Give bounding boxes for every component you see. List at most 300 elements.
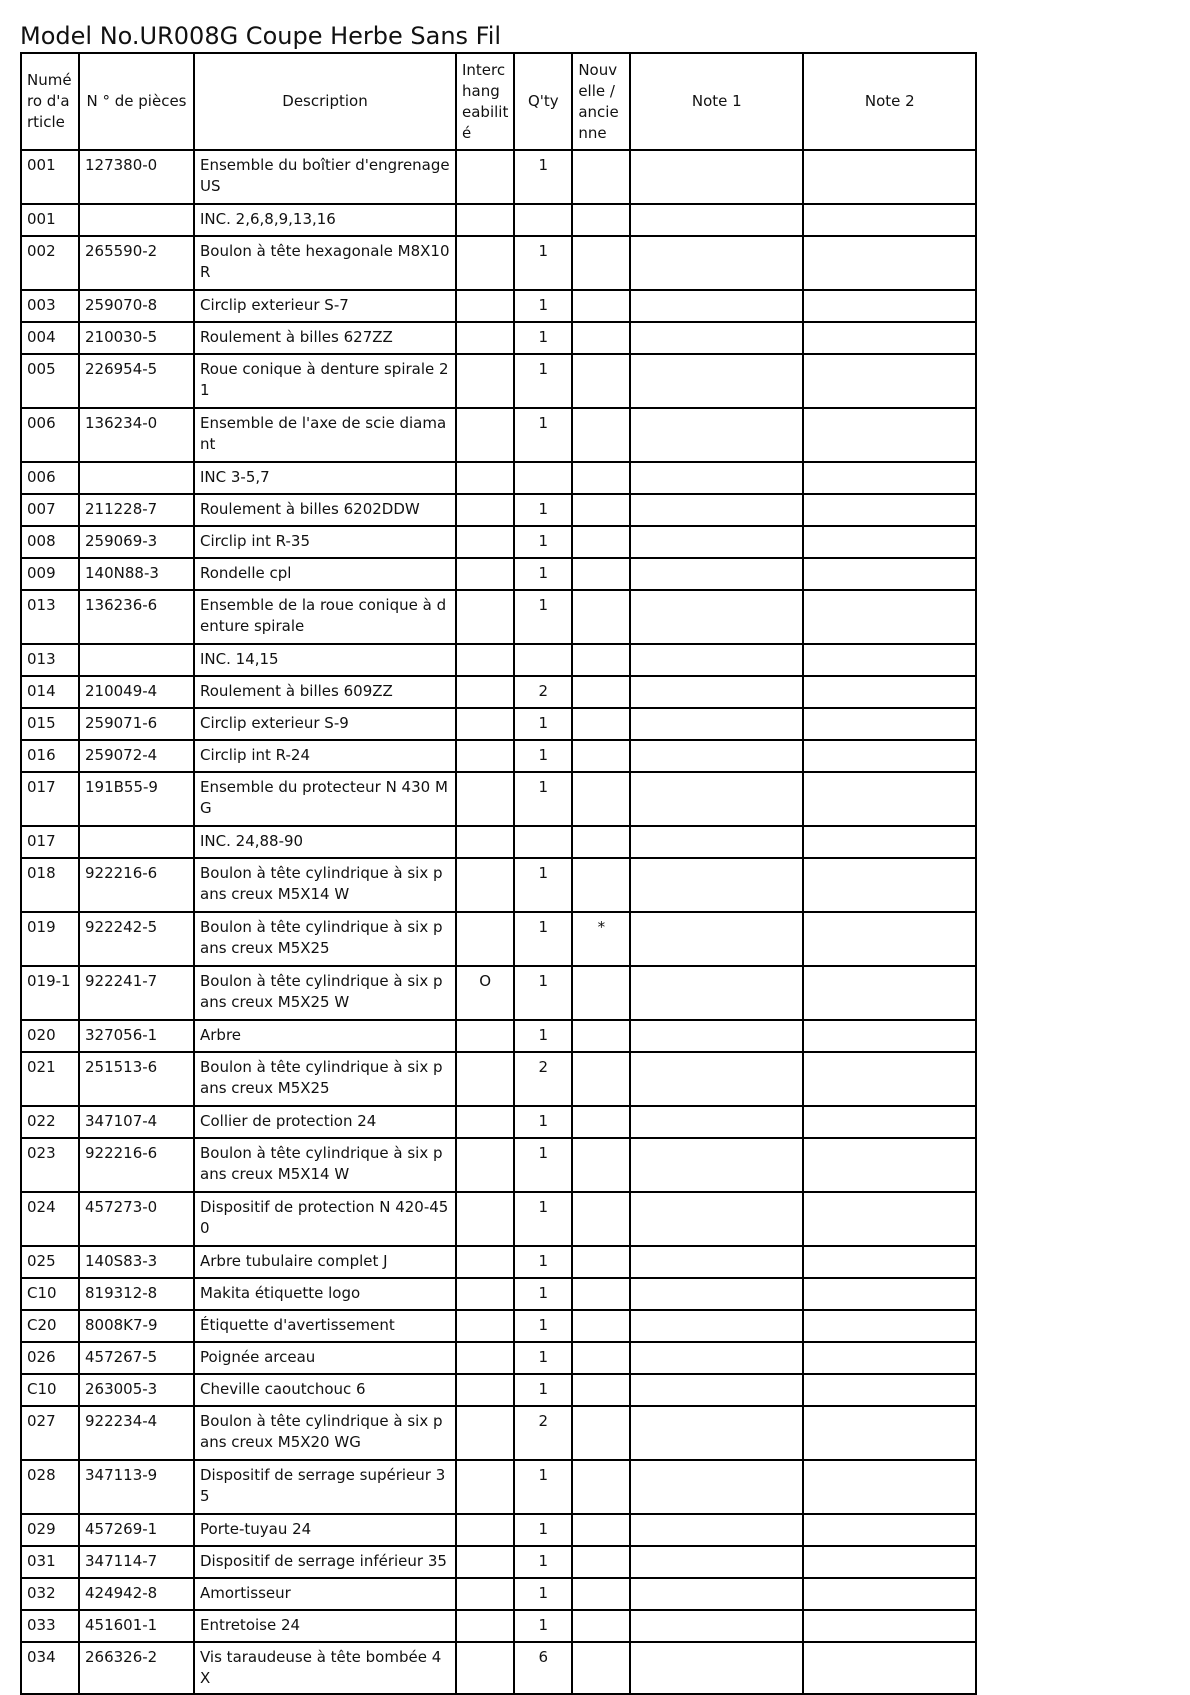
cell-description: Vis taraudeuse à tête bombée 4X (194, 1642, 456, 1694)
cell-note-2 (803, 1138, 976, 1192)
cell-description: Circlip exterieur S-9 (194, 708, 456, 740)
cell-item-number: 023 (21, 1138, 79, 1192)
cell-quantity: 1 (514, 236, 572, 290)
header-new-old: Nouv elle / ancie nne (572, 53, 630, 150)
table-row (21, 1020, 976, 1052)
cell-item-number: 022 (21, 1106, 79, 1138)
cell-interchangeability (456, 1514, 514, 1546)
cell-new-old (572, 1374, 630, 1406)
cell-note-2 (803, 1342, 976, 1374)
cell-interchangeability (456, 1138, 514, 1192)
cell-description: Cheville caoutchouc 6 (194, 1374, 456, 1406)
cell-note-2 (803, 1546, 976, 1578)
cell-part-number: 263005-3 (79, 1374, 194, 1406)
table-row (21, 1310, 976, 1342)
cell-new-old (572, 1310, 630, 1342)
cell-item-number: 015 (21, 708, 79, 740)
cell-interchangeability: O (456, 966, 514, 1020)
cell-quantity: 1 (514, 322, 572, 354)
cell-part-number: 259072-4 (79, 740, 194, 772)
cell-description: Circlip exterieur S-7 (194, 290, 456, 322)
cell-quantity: 2 (514, 1406, 572, 1460)
cell-quantity: 1 (514, 408, 572, 462)
cell-note-2 (803, 1578, 976, 1610)
header-note-1: Note 1 (630, 53, 803, 150)
cell-new-old (572, 1460, 630, 1514)
cell-note-2 (803, 1374, 976, 1406)
cell-note-2 (803, 676, 976, 708)
cell-part-number: 457267-5 (79, 1342, 194, 1374)
cell-note-1 (630, 590, 803, 644)
cell-note-2 (803, 150, 976, 204)
cell-new-old (572, 494, 630, 526)
cell-note-1 (630, 1406, 803, 1460)
cell-quantity: 1 (514, 1610, 572, 1642)
cell-description: Circlip int R-24 (194, 740, 456, 772)
cell-quantity: 1 (514, 772, 572, 826)
cell-interchangeability (456, 740, 514, 772)
table-row (21, 526, 976, 558)
cell-new-old (572, 644, 630, 676)
cell-item-number: C10 (21, 1278, 79, 1310)
cell-item-number: 021 (21, 1052, 79, 1106)
cell-note-1 (630, 1246, 803, 1278)
cell-note-1 (630, 1374, 803, 1406)
cell-interchangeability (456, 1052, 514, 1106)
cell-part-number: 327056-1 (79, 1020, 194, 1052)
cell-new-old (572, 1138, 630, 1192)
cell-part-number: 191B55-9 (79, 772, 194, 826)
cell-note-1 (630, 236, 803, 290)
cell-part-number: 922216-6 (79, 858, 194, 912)
table-row (21, 1246, 976, 1278)
cell-description: Circlip int R-35 (194, 526, 456, 558)
header-part-number: N ° de pièces (79, 53, 194, 150)
table-row (21, 1106, 976, 1138)
cell-new-old (572, 558, 630, 590)
table-row (21, 772, 976, 826)
cell-new-old (572, 408, 630, 462)
cell-interchangeability (456, 150, 514, 204)
cell-note-2 (803, 1192, 976, 1246)
cell-description: Ensemble de l'axe de scie diamant (194, 408, 456, 462)
cell-new-old (572, 1020, 630, 1052)
cell-quantity (514, 826, 572, 858)
cell-new-old (572, 1546, 630, 1578)
table-row (21, 354, 976, 408)
table-row (21, 408, 976, 462)
cell-part-number: 8008K7-9 (79, 1310, 194, 1342)
parts-table (20, 52, 977, 1695)
cell-note-1 (630, 858, 803, 912)
cell-note-2 (803, 1642, 976, 1694)
cell-item-number: 001 (21, 150, 79, 204)
cell-interchangeability (456, 558, 514, 590)
cell-part-number: 210030-5 (79, 322, 194, 354)
cell-quantity: 1 (514, 1578, 572, 1610)
cell-note-2 (803, 966, 976, 1020)
cell-interchangeability (456, 322, 514, 354)
page-title: Model No.UR008G Coupe Herbe Sans Fil (20, 22, 502, 50)
cell-note-1 (630, 1310, 803, 1342)
table-row (21, 676, 976, 708)
cell-interchangeability (456, 494, 514, 526)
cell-interchangeability (456, 236, 514, 290)
cell-note-1 (630, 966, 803, 1020)
cell-note-2 (803, 590, 976, 644)
cell-note-2 (803, 644, 976, 676)
cell-quantity: 1 (514, 912, 572, 966)
cell-new-old (572, 708, 630, 740)
cell-interchangeability (456, 1546, 514, 1578)
cell-quantity: 1 (514, 1514, 572, 1546)
cell-part-number: 347107-4 (79, 1106, 194, 1138)
cell-description: Collier de protection 24 (194, 1106, 456, 1138)
cell-part-number: 136234-0 (79, 408, 194, 462)
cell-item-number: 008 (21, 526, 79, 558)
cell-interchangeability (456, 1374, 514, 1406)
cell-note-2 (803, 1610, 976, 1642)
header-row (21, 53, 976, 150)
cell-note-1 (630, 1342, 803, 1374)
cell-description: Porte-tuyau 24 (194, 1514, 456, 1546)
cell-note-2 (803, 1310, 976, 1342)
cell-new-old (572, 1246, 630, 1278)
cell-note-1 (630, 1546, 803, 1578)
cell-note-1 (630, 1052, 803, 1106)
cell-note-1 (630, 322, 803, 354)
table-row (21, 740, 976, 772)
cell-interchangeability (456, 1406, 514, 1460)
cell-item-number: 004 (21, 322, 79, 354)
cell-quantity: 1 (514, 1192, 572, 1246)
cell-part-number: 259069-3 (79, 526, 194, 558)
cell-quantity: 1 (514, 1546, 572, 1578)
cell-item-number: 028 (21, 1460, 79, 1514)
cell-quantity: 6 (514, 1642, 572, 1694)
cell-quantity: 1 (514, 1020, 572, 1052)
cell-item-number: C20 (21, 1310, 79, 1342)
cell-item-number: 005 (21, 354, 79, 408)
cell-interchangeability (456, 708, 514, 740)
cell-interchangeability (456, 354, 514, 408)
cell-note-2 (803, 912, 976, 966)
cell-new-old (572, 150, 630, 204)
cell-part-number: 140S83-3 (79, 1246, 194, 1278)
cell-quantity: 1 (514, 1374, 572, 1406)
cell-part-number: 457269-1 (79, 1514, 194, 1546)
cell-note-1 (630, 740, 803, 772)
cell-description: Dispositif de serrage supérieur 35 (194, 1460, 456, 1514)
cell-new-old (572, 322, 630, 354)
cell-quantity: 1 (514, 290, 572, 322)
table-row (21, 858, 976, 912)
cell-description: Boulon à tête hexagonale M8X10 R (194, 236, 456, 290)
cell-part-number (79, 462, 194, 494)
cell-note-1 (630, 1020, 803, 1052)
cell-note-2 (803, 558, 976, 590)
cell-interchangeability (456, 1192, 514, 1246)
table-row (21, 1546, 976, 1578)
cell-part-number: 251513-6 (79, 1052, 194, 1106)
cell-interchangeability (456, 858, 514, 912)
cell-item-number: 031 (21, 1546, 79, 1578)
cell-part-number: 266326-2 (79, 1642, 194, 1694)
cell-note-1 (630, 1192, 803, 1246)
cell-interchangeability (456, 1610, 514, 1642)
table-row (21, 1642, 976, 1694)
cell-item-number: 033 (21, 1610, 79, 1642)
cell-interchangeability (456, 408, 514, 462)
table-row (21, 912, 976, 966)
cell-item-number: 003 (21, 290, 79, 322)
cell-description: INC. 2,6,8,9,13,16 (194, 204, 456, 236)
cell-part-number: 211228-7 (79, 494, 194, 526)
header-interchangeability: Interc hang eabilit é (456, 53, 514, 150)
cell-description: Arbre tubulaire complet J (194, 1246, 456, 1278)
cell-part-number: 136236-6 (79, 590, 194, 644)
cell-part-number: 259071-6 (79, 708, 194, 740)
cell-item-number: 032 (21, 1578, 79, 1610)
cell-new-old (572, 858, 630, 912)
cell-new-old (572, 826, 630, 858)
cell-quantity: 1 (514, 354, 572, 408)
cell-part-number: 451601-1 (79, 1610, 194, 1642)
header-description: Description (194, 53, 456, 150)
table-row (21, 590, 976, 644)
table-row (21, 290, 976, 322)
cell-note-2 (803, 1514, 976, 1546)
cell-note-2 (803, 858, 976, 912)
cell-item-number: 013 (21, 590, 79, 644)
cell-new-old (572, 1342, 630, 1374)
cell-item-number: 001 (21, 204, 79, 236)
cell-description: Makita étiquette logo (194, 1278, 456, 1310)
table-row (21, 826, 976, 858)
table-row (21, 236, 976, 290)
cell-item-number: C10 (21, 1374, 79, 1406)
cell-interchangeability (456, 772, 514, 826)
cell-part-number: 347114-7 (79, 1546, 194, 1578)
cell-item-number: 029 (21, 1514, 79, 1546)
cell-new-old (572, 1610, 630, 1642)
cell-item-number: 006 (21, 408, 79, 462)
cell-note-1 (630, 526, 803, 558)
cell-description: Boulon à tête cylindrique à six pans creux M5X20 WG (194, 1406, 456, 1460)
cell-description: INC. 14,15 (194, 644, 456, 676)
cell-interchangeability (456, 676, 514, 708)
cell-note-1 (630, 408, 803, 462)
cell-new-old (572, 740, 630, 772)
cell-note-1 (630, 1578, 803, 1610)
cell-new-old (572, 772, 630, 826)
cell-description: Boulon à tête cylindrique à six pans creux M5X25 W (194, 966, 456, 1020)
cell-description: Roue conique à denture spirale 21 (194, 354, 456, 408)
cell-part-number: 226954-5 (79, 354, 194, 408)
cell-quantity: 1 (514, 590, 572, 644)
table-row (21, 1514, 976, 1546)
cell-part-number: 457273-0 (79, 1192, 194, 1246)
cell-note-1 (630, 708, 803, 740)
cell-note-1 (630, 290, 803, 322)
cell-new-old (572, 354, 630, 408)
header-note-2: Note 2 (803, 53, 976, 150)
cell-part-number: 922234-4 (79, 1406, 194, 1460)
table-body (21, 150, 976, 1694)
cell-note-1 (630, 1460, 803, 1514)
cell-note-2 (803, 1460, 976, 1514)
table-row (21, 1278, 976, 1310)
table-row (21, 150, 976, 204)
cell-item-number: 016 (21, 740, 79, 772)
cell-interchangeability (456, 1106, 514, 1138)
cell-part-number: 140N88-3 (79, 558, 194, 590)
cell-quantity: 1 (514, 966, 572, 1020)
cell-item-number: 024 (21, 1192, 79, 1246)
cell-note-2 (803, 1278, 976, 1310)
table-row (21, 1138, 976, 1192)
cell-interchangeability (456, 590, 514, 644)
cell-description: Roulement à billes 6202DDW (194, 494, 456, 526)
cell-interchangeability (456, 1642, 514, 1694)
cell-item-number: 014 (21, 676, 79, 708)
cell-new-old: * (572, 912, 630, 966)
table-row (21, 708, 976, 740)
cell-note-2 (803, 236, 976, 290)
cell-description: Boulon à tête cylindrique à six pans creux M5X14 W (194, 1138, 456, 1192)
cell-quantity: 1 (514, 150, 572, 204)
cell-item-number: 019 (21, 912, 79, 966)
cell-note-1 (630, 462, 803, 494)
cell-interchangeability (456, 462, 514, 494)
cell-note-2 (803, 462, 976, 494)
cell-quantity (514, 644, 572, 676)
cell-note-2 (803, 1020, 976, 1052)
cell-new-old (572, 1052, 630, 1106)
cell-interchangeability (456, 1578, 514, 1610)
cell-new-old (572, 204, 630, 236)
cell-quantity: 1 (514, 858, 572, 912)
cell-item-number: 026 (21, 1342, 79, 1374)
cell-new-old (572, 966, 630, 1020)
cell-note-1 (630, 1106, 803, 1138)
cell-new-old (572, 290, 630, 322)
cell-quantity: 1 (514, 1106, 572, 1138)
cell-new-old (572, 1578, 630, 1610)
cell-quantity: 1 (514, 558, 572, 590)
cell-note-2 (803, 708, 976, 740)
cell-part-number (79, 644, 194, 676)
cell-description: Ensemble du boîtier d'engrenage US (194, 150, 456, 204)
cell-note-1 (630, 676, 803, 708)
cell-new-old (572, 462, 630, 494)
cell-item-number: 007 (21, 494, 79, 526)
cell-item-number: 002 (21, 236, 79, 290)
cell-new-old (572, 1192, 630, 1246)
cell-note-2 (803, 1052, 976, 1106)
cell-interchangeability (456, 204, 514, 236)
table-row (21, 1406, 976, 1460)
cell-new-old (572, 236, 630, 290)
cell-note-2 (803, 1406, 976, 1460)
table-row (21, 462, 976, 494)
cell-note-2 (803, 826, 976, 858)
cell-new-old (572, 1406, 630, 1460)
cell-note-2 (803, 204, 976, 236)
cell-quantity: 1 (514, 1342, 572, 1374)
cell-description: Boulon à tête cylindrique à six pans creux M5X25 (194, 912, 456, 966)
header-item-number: Numé ro d'a rticle (21, 53, 79, 150)
cell-part-number: 265590-2 (79, 236, 194, 290)
cell-description: Amortisseur (194, 1578, 456, 1610)
cell-item-number: 009 (21, 558, 79, 590)
cell-item-number: 013 (21, 644, 79, 676)
cell-interchangeability (456, 526, 514, 558)
cell-quantity: 1 (514, 1138, 572, 1192)
cell-description: Dispositif de protection N 420-450 (194, 1192, 456, 1246)
cell-part-number: 347113-9 (79, 1460, 194, 1514)
cell-note-1 (630, 204, 803, 236)
cell-item-number: 017 (21, 772, 79, 826)
cell-description: Rondelle cpl (194, 558, 456, 590)
cell-note-2 (803, 354, 976, 408)
cell-description: Roulement à billes 627ZZ (194, 322, 456, 354)
cell-description: Étiquette d'avertissement (194, 1310, 456, 1342)
table-row (21, 644, 976, 676)
cell-quantity: 2 (514, 1052, 572, 1106)
cell-interchangeability (456, 290, 514, 322)
cell-quantity: 1 (514, 1246, 572, 1278)
cell-quantity (514, 462, 572, 494)
cell-note-1 (630, 912, 803, 966)
table-row (21, 1342, 976, 1374)
cell-description: INC 3-5,7 (194, 462, 456, 494)
cell-note-1 (630, 1138, 803, 1192)
cell-new-old (572, 676, 630, 708)
table-row (21, 1460, 976, 1514)
cell-note-2 (803, 322, 976, 354)
cell-interchangeability (456, 1278, 514, 1310)
cell-interchangeability (456, 1310, 514, 1342)
cell-new-old (572, 590, 630, 644)
table-row (21, 1374, 976, 1406)
cell-quantity: 2 (514, 676, 572, 708)
cell-quantity: 1 (514, 1460, 572, 1514)
cell-part-number: 922216-6 (79, 1138, 194, 1192)
cell-description: Boulon à tête cylindrique à six pans creux M5X25 (194, 1052, 456, 1106)
cell-note-1 (630, 826, 803, 858)
cell-new-old (572, 1642, 630, 1694)
cell-quantity (514, 204, 572, 236)
cell-quantity: 1 (514, 740, 572, 772)
cell-new-old (572, 1514, 630, 1546)
cell-note-2 (803, 290, 976, 322)
table-row (21, 1052, 976, 1106)
cell-description: Boulon à tête cylindrique à six pans creux M5X14 W (194, 858, 456, 912)
cell-part-number: 424942-8 (79, 1578, 194, 1610)
cell-note-2 (803, 494, 976, 526)
cell-quantity: 1 (514, 526, 572, 558)
cell-part-number: 922241-7 (79, 966, 194, 1020)
cell-note-1 (630, 354, 803, 408)
cell-note-1 (630, 150, 803, 204)
table-row (21, 558, 976, 590)
cell-item-number: 006 (21, 462, 79, 494)
table-row (21, 1578, 976, 1610)
table-row (21, 494, 976, 526)
cell-part-number: 819312-8 (79, 1278, 194, 1310)
cell-description: Poignée arceau (194, 1342, 456, 1374)
